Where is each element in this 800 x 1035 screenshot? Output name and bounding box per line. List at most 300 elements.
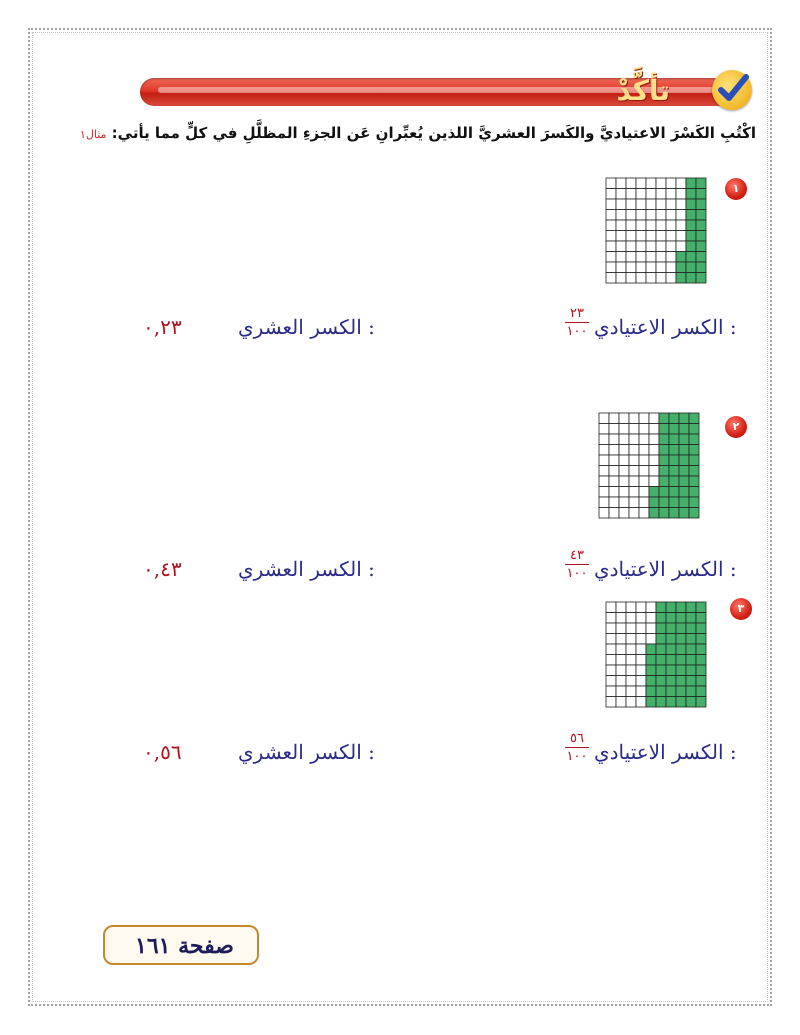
grid-cell [649,434,659,445]
numerator-2: ٤٣ [565,548,589,565]
grid-cell [626,241,636,252]
shaded-cell [686,262,696,273]
question-number-2: ٢ [725,416,747,438]
shaded-cell [686,655,696,666]
shaded-cell [679,466,689,477]
shaded-cell [686,231,696,242]
shaded-cell [659,413,669,424]
shaded-cell [686,665,696,676]
shaded-cell [646,697,656,708]
grid-cell [656,252,666,263]
grid-cell [636,644,646,655]
grid-cell [609,445,619,456]
grid-cell [616,676,626,687]
grid-cell [639,466,649,477]
grid-cell [606,231,616,242]
grid-cell [676,189,686,200]
grid-cell [639,497,649,508]
grid-cell [636,252,646,263]
question-number-1: ١ [725,178,747,200]
shaded-cell [669,445,679,456]
shaded-cell [676,655,686,666]
grid-cell [636,262,646,273]
shaded-cell [656,623,666,634]
grid-cell [606,623,616,634]
shaded-cell [686,210,696,221]
shaded-cell [659,487,669,498]
grid-cell [629,497,639,508]
grid-cell [636,273,646,284]
shaded-cell [656,634,666,645]
grid-cell [606,634,616,645]
grid-cell [619,445,629,456]
grid-cell [639,424,649,435]
shaded-cell [646,655,656,666]
shaded-cell [696,189,706,200]
grid-cell [606,189,616,200]
grid-cell [626,697,636,708]
grid-cell [656,241,666,252]
grid-cell [626,273,636,284]
shaded-cell [666,623,676,634]
grid-cell [666,178,676,189]
grid-cell [616,686,626,697]
grid-cell [616,189,626,200]
grid-cell [639,445,649,456]
shaded-cell [676,686,686,697]
grid-cell [636,634,646,645]
grid-cell [616,634,626,645]
grid-cell [609,487,619,498]
shaded-cell [686,676,696,687]
grid-cell [606,676,616,687]
grid-cell [646,231,656,242]
shaded-cell [679,476,689,487]
grid-cell [626,189,636,200]
shaded-cell [666,613,676,624]
grid-cell [646,199,656,210]
shaded-cell [646,644,656,655]
grid-cell [609,434,619,445]
grid-cell [639,476,649,487]
grid-cell [656,273,666,284]
shaded-cell [669,455,679,466]
shaded-cell [676,262,686,273]
shaded-cell [659,497,669,508]
grid-cell [636,220,646,231]
grid-cell [656,231,666,242]
shaded-cell [686,220,696,231]
grid-cell [619,434,629,445]
section-banner [140,72,760,110]
grid-cell [636,676,646,687]
hundred-grid-3 [605,601,710,709]
grid-cell [606,199,616,210]
grid-cell [646,262,656,273]
shaded-cell [689,466,699,477]
shaded-cell [666,697,676,708]
shaded-cell [669,424,679,435]
grid-cell [626,252,636,263]
grid-cell [676,178,686,189]
grid-cell [636,613,646,624]
grid-cell [629,445,639,456]
shaded-cell [659,434,669,445]
grid-cell [609,476,619,487]
decimal-label-2: الكسر العشري : [238,557,375,581]
numerator-3: ٥٦ [565,731,589,748]
grid-cell [626,623,636,634]
shaded-cell [649,487,659,498]
grid-cell [619,497,629,508]
grid-cell [639,487,649,498]
grid-cell [606,686,616,697]
grid-cell [629,508,639,519]
grid-cell [666,241,676,252]
shaded-cell [686,199,696,210]
grid-cell [609,466,619,477]
grid-cell [606,241,616,252]
shaded-cell [666,676,676,687]
grid-cell [616,623,626,634]
shaded-cell [656,644,666,655]
grid-cell [606,602,616,613]
grid-cell [599,445,609,456]
shaded-cell [676,252,686,263]
shaded-cell [686,697,696,708]
grid-cell [656,210,666,221]
common-fraction-3 [565,731,589,764]
grid-cell [676,199,686,210]
grid-cell [646,178,656,189]
shaded-cell [696,686,706,697]
shaded-cell [669,413,679,424]
grid-cell [626,178,636,189]
grid-cell [666,231,676,242]
shaded-cell [686,623,696,634]
grid-cell [629,424,639,435]
grid-cell [629,413,639,424]
grid-cell [606,252,616,263]
shaded-cell [646,686,656,697]
grid-cell [629,455,639,466]
grid-cell [639,508,649,519]
grid-cell [666,252,676,263]
grid-cell [616,252,626,263]
decimal-value-1: ٠,٢٣ [143,315,182,339]
shaded-cell [686,252,696,263]
grid-cell [646,220,656,231]
question-number-3: ٣ [730,598,752,620]
grid-cell [609,455,619,466]
grid-cell [646,210,656,221]
grid-cell [636,665,646,676]
shaded-cell [686,602,696,613]
banner-title: تأكَّدْ [616,74,670,107]
shaded-cell [686,241,696,252]
grid-cell [646,241,656,252]
grid-cell [599,424,609,435]
grid-cell [606,697,616,708]
grid-cell [649,413,659,424]
grid-cell [606,273,616,284]
shaded-cell [689,476,699,487]
shaded-cell [686,273,696,284]
shaded-cell [686,644,696,655]
shaded-cell [686,613,696,624]
grid-cell [649,445,659,456]
shaded-cell [696,697,706,708]
shaded-cell [679,508,689,519]
grid-cell [626,231,636,242]
grid-cell [646,613,656,624]
denominator-3: ١٠٠ [566,749,588,764]
grid-cell [636,231,646,242]
grid-cell [599,455,609,466]
grid-cell [626,199,636,210]
shaded-cell [676,697,686,708]
shaded-cell [696,273,706,284]
shaded-cell [666,686,676,697]
grid-cell [629,476,639,487]
shaded-cell [676,273,686,284]
shaded-cell [646,665,656,676]
grid-cell [606,210,616,221]
grid-cell [606,644,616,655]
grid-cell [636,241,646,252]
grid-cell [649,476,659,487]
grid-cell [606,665,616,676]
shaded-cell [669,466,679,477]
grid-cell [606,613,616,624]
shaded-cell [659,445,669,456]
grid-cell [619,455,629,466]
grid-cell [666,262,676,273]
grid-cell [656,178,666,189]
grid-cell [599,487,609,498]
shaded-cell [669,487,679,498]
shaded-cell [696,220,706,231]
grid-cell [649,424,659,435]
grid-cell [636,189,646,200]
grid-cell [629,487,639,498]
shaded-cell [696,210,706,221]
shaded-cell [659,508,669,519]
grid-cell [646,189,656,200]
grid-cell [619,413,629,424]
common-fraction-label-3: الكسر الاعتيادي : [594,740,737,764]
grid-cell [666,199,676,210]
grid-cell [626,665,636,676]
grid-cell [606,220,616,231]
page-number-box [103,925,259,965]
grid-cell [636,602,646,613]
grid-cell [626,210,636,221]
grid-cell [666,189,676,200]
shaded-cell [686,634,696,645]
grid-cell [636,655,646,666]
grid-cell [676,231,686,242]
shaded-cell [656,697,666,708]
checkmark-icon [712,70,752,110]
grid-cell [646,623,656,634]
grid-cell [599,508,609,519]
grid-cell [629,434,639,445]
shaded-cell [646,676,656,687]
shaded-cell [696,252,706,263]
example-reference: مثال١ [79,128,107,141]
shaded-cell [696,613,706,624]
shaded-cell [656,686,666,697]
grid-cell [616,697,626,708]
page-number: صفحة ١٦١ [135,933,234,959]
shaded-cell [679,424,689,435]
shaded-cell [676,613,686,624]
grid-cell [626,220,636,231]
grid-cell [639,455,649,466]
shaded-cell [666,655,676,666]
grid-cell [599,434,609,445]
grid-cell [599,476,609,487]
grid-cell [656,220,666,231]
shaded-cell [659,466,669,477]
grid-cell [609,424,619,435]
shaded-cell [696,178,706,189]
shaded-cell [666,665,676,676]
grid-cell [629,466,639,477]
grid-cell [616,210,626,221]
shaded-cell [696,665,706,676]
shaded-cell [669,434,679,445]
shaded-cell [656,613,666,624]
shaded-cell [676,644,686,655]
grid-cell [646,602,656,613]
grid-cell [606,262,616,273]
shaded-cell [666,644,676,655]
grid-cell [649,455,659,466]
shaded-cell [656,676,666,687]
shaded-cell [656,655,666,666]
grid-cell [616,665,626,676]
grid-cell [639,413,649,424]
shaded-cell [696,241,706,252]
shaded-cell [659,424,669,435]
grid-cell [666,273,676,284]
instruction-text [80,124,756,142]
grid-cell [606,655,616,666]
shaded-cell [679,455,689,466]
shaded-cell [656,665,666,676]
shaded-cell [689,455,699,466]
shaded-cell [679,445,689,456]
instruction-body: اكْتُبِ الكَسْرَ الاعتياديَّ والكَسرَ العشريَّ اللذين يُعبِّرانِ عَن الجزءِ المظلَّلِ في كلٍّ مما يأتي: [111,124,756,142]
shaded-cell [676,634,686,645]
shaded-cell [696,262,706,273]
shaded-cell [679,434,689,445]
grid-cell [656,189,666,200]
common-fraction-label-2: الكسر الاعتيادي : [594,557,737,581]
shaded-cell [666,602,676,613]
shaded-cell [686,178,696,189]
grid-cell [626,634,636,645]
shaded-cell [679,497,689,508]
grid-cell [676,241,686,252]
shaded-cell [686,189,696,200]
grid-cell [616,644,626,655]
grid-cell [646,252,656,263]
grid-cell [636,178,646,189]
grid-cell [646,273,656,284]
grid-cell [619,476,629,487]
hundred-grid-1 [605,177,710,285]
shaded-cell [679,413,689,424]
grid-cell [646,634,656,645]
common-fraction-1 [565,306,589,339]
grid-cell [636,697,646,708]
shaded-cell [696,634,706,645]
hundred-grid-2 [598,412,703,520]
grid-cell [616,613,626,624]
shaded-cell [696,602,706,613]
grid-cell [666,220,676,231]
grid-cell [676,220,686,231]
grid-cell [676,210,686,221]
shaded-cell [666,634,676,645]
grid-cell [639,434,649,445]
shaded-cell [689,424,699,435]
grid-cell [616,231,626,242]
shaded-cell [696,623,706,634]
shaded-cell [656,602,666,613]
shaded-cell [659,455,669,466]
grid-cell [636,210,646,221]
shaded-cell [659,476,669,487]
shaded-cell [649,508,659,519]
shaded-cell [689,445,699,456]
shaded-cell [669,508,679,519]
shaded-cell [669,497,679,508]
shaded-cell [676,602,686,613]
grid-cell [649,466,659,477]
shaded-cell [669,476,679,487]
grid-cell [656,199,666,210]
grid-cell [609,508,619,519]
grid-cell [626,676,636,687]
grid-cell [599,466,609,477]
grid-cell [616,602,626,613]
shaded-cell [696,655,706,666]
shaded-cell [676,623,686,634]
grid-cell [616,655,626,666]
denominator-2: ١٠٠ [566,566,588,581]
grid-cell [606,178,616,189]
shaded-cell [696,231,706,242]
grid-cell [626,602,636,613]
grid-cell [626,655,636,666]
grid-cell [609,413,619,424]
grid-cell [666,210,676,221]
grid-cell [599,413,609,424]
grid-cell [616,241,626,252]
shaded-cell [689,434,699,445]
decimal-label-3: الكسر العشري : [238,740,375,764]
grid-cell [656,262,666,273]
grid-cell [636,199,646,210]
shaded-cell [649,497,659,508]
grid-cell [619,466,629,477]
decimal-value-3: ٠,٥٦ [143,740,182,764]
decimal-label-1: الكسر العشري : [238,315,375,339]
